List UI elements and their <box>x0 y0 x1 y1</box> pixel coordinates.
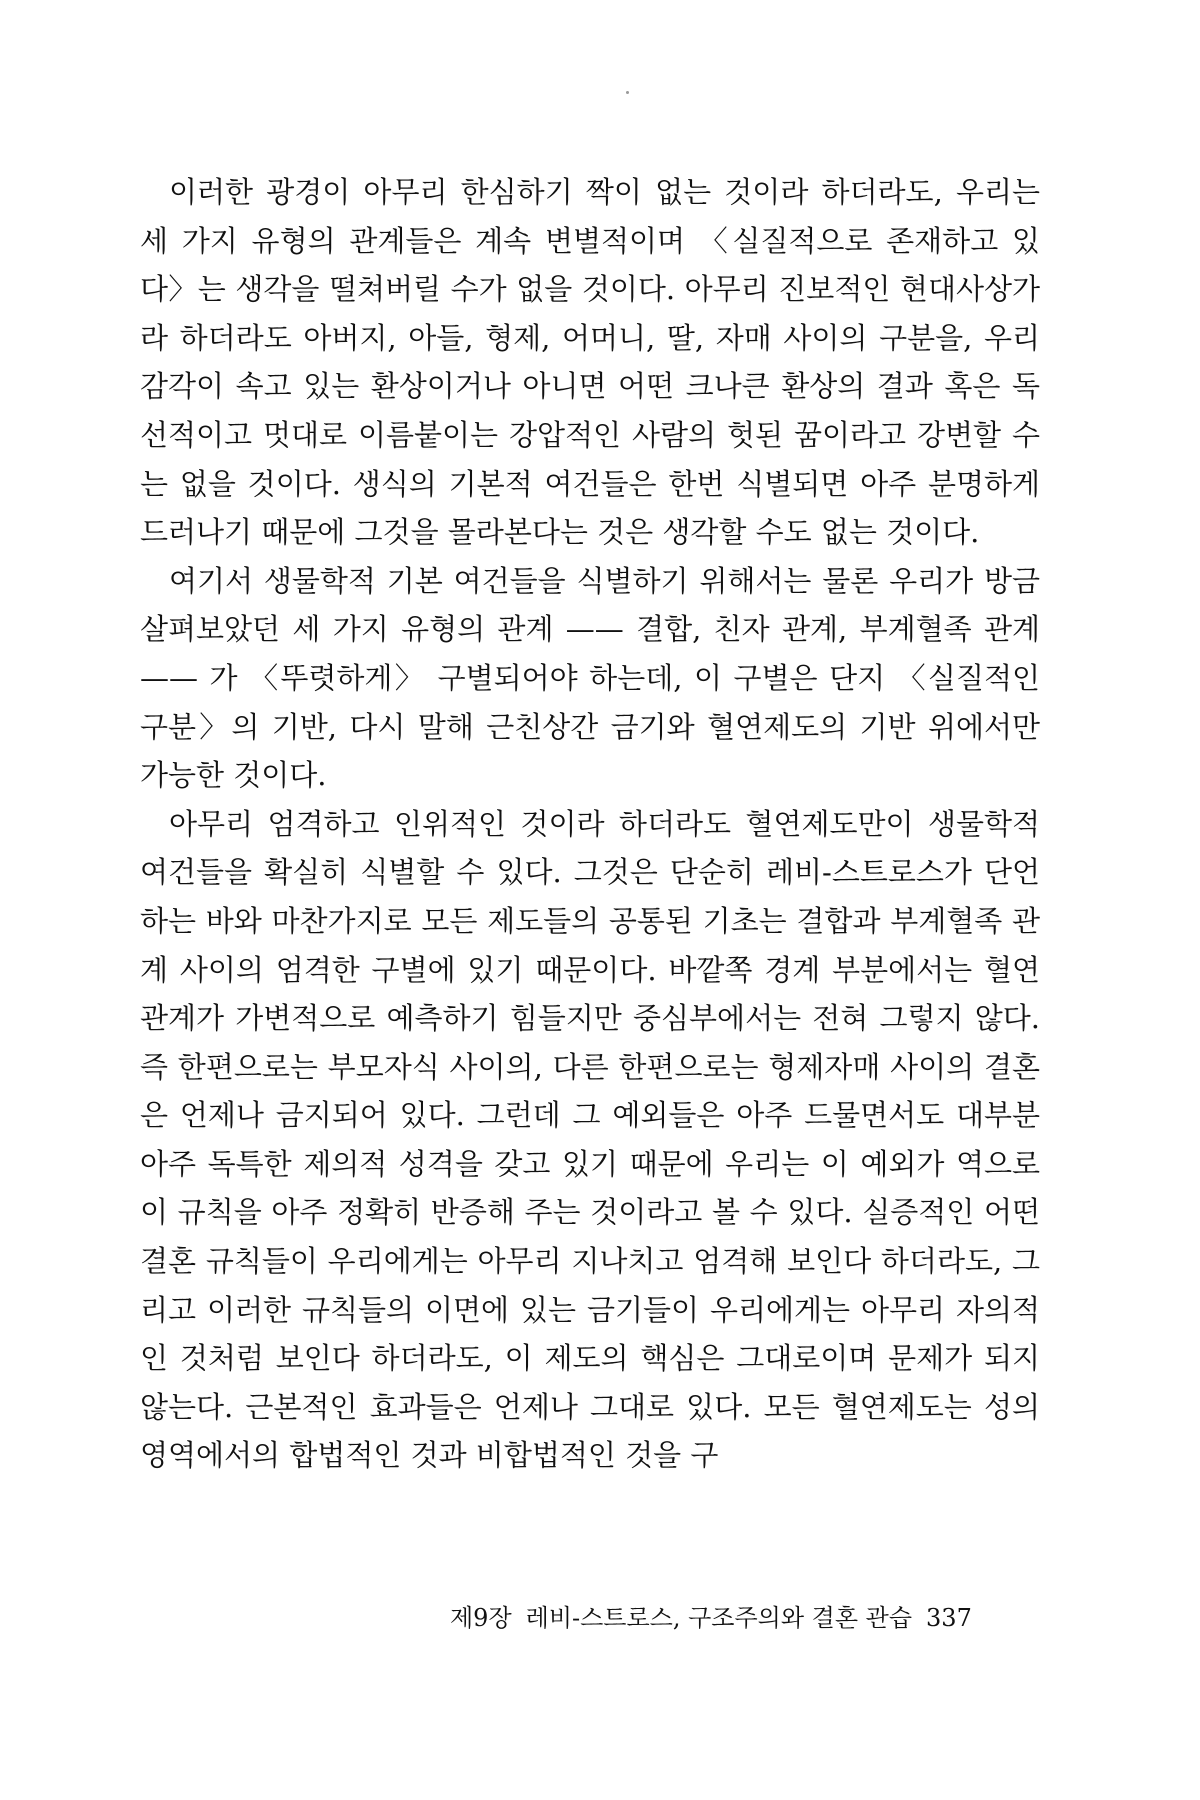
paragraph: 여기서 생물학적 기본 여건들을 식별하기 위해서는 물론 우리가 방금 살펴보았던 세 가지 유형의 관계 —— 결합, 친자 관계, 부계혈족 관계 —— 가 〈뚜렷하게〉 구별되어야 하는데, 이 구별은 단지 〈실질적인 구분〉의 기반, 다시 말해 근친상간 금기와 혈연제도의 기반 위에서만 가능한 것이다. <box>140 563 1040 793</box>
paragraph: 이러한 광경이 아무리 한심하기 짝이 없는 것이라 하더라도, 우리는 세 가지 유형의 관계들은 계속 변별적이며 〈실질적으로 존재하고 있다〉는 생각을 떨쳐버릴 수가 없을 것이다. 아무리 진보적인 현대사상가라 하더라도 아버지, 아들, 형제, 어머니, 딸, 자매 사이의 구분을, 우리 감각이 속고 있는 환상이거나 아니면 어떤 크나큰 환상의 결과 혹은 독선적이고 멋대로 이름붙이는 강압적인 사람의 헛된 꿈이라고 강변할 수는 없을 것이다. 생식의 기본적 여건들은 한번 식별되면 아주 분명하게 드러나기 때문에 그것을 몰라본다는 것은 생각할 수도 없는 것이다. <box>140 175 1040 550</box>
chapter-label: 제9장 <box>450 1604 512 1632</box>
page-number: 337 <box>926 1604 972 1632</box>
running-footer <box>450 1598 1010 1633</box>
body-text <box>140 168 1040 1480</box>
chapter-title: 레비-스트로스, 구조주의와 결혼 관습 <box>525 1604 913 1632</box>
paragraph: 아무리 엄격하고 인위적인 것이라 하더라도 혈연제도만이 생물학적 여건들을 확실히 식별할 수 있다. 그것은 단순히 레비-스트로스가 단언하는 바와 마찬가지로 모든 제도들의 공통된 기초는 결합과 부계혈족 관계 사이의 엄격한 구별에 있기 때문이다. 바깥쪽 경계 부분에서는 혈연 관계가 가변적으로 예측하기 힘들지만 중심부에서는 전혀 그렇지 않다. 즉 한편으로는 부모자식 사이의, 다른 한편으로는 형제자매 사이의 결혼은 언제나 금지되어 있다. 그런데 그 예외들은 아주 드물면서도 대부분 아주 독특한 제의적 성격을 갖고 있기 때문에 우리는 이 예외가 역으로 이 규칙을 아주 정확히 반증해 주는 것이라고 볼 수 있다. 실증적인 어떤 결혼 규칙들이 우리에게는 아무리 지나치고 엄격해 보인다 하더라도, 그리고 이러한 규칙들의 이면에 있는 금기들이 우리에게는 아무리 자의적인 것처럼 보인다 하더라도, 이 제도의 핵심은 그대로이며 문제가 되지 않는다. 근본적인 효과들은 언제나 그대로 있다. 모든 혈연제도는 성의 영역에서의 합법적인 것과 비합법적인 것을 구 <box>140 806 1040 1473</box>
scan-speck <box>626 91 629 94</box>
